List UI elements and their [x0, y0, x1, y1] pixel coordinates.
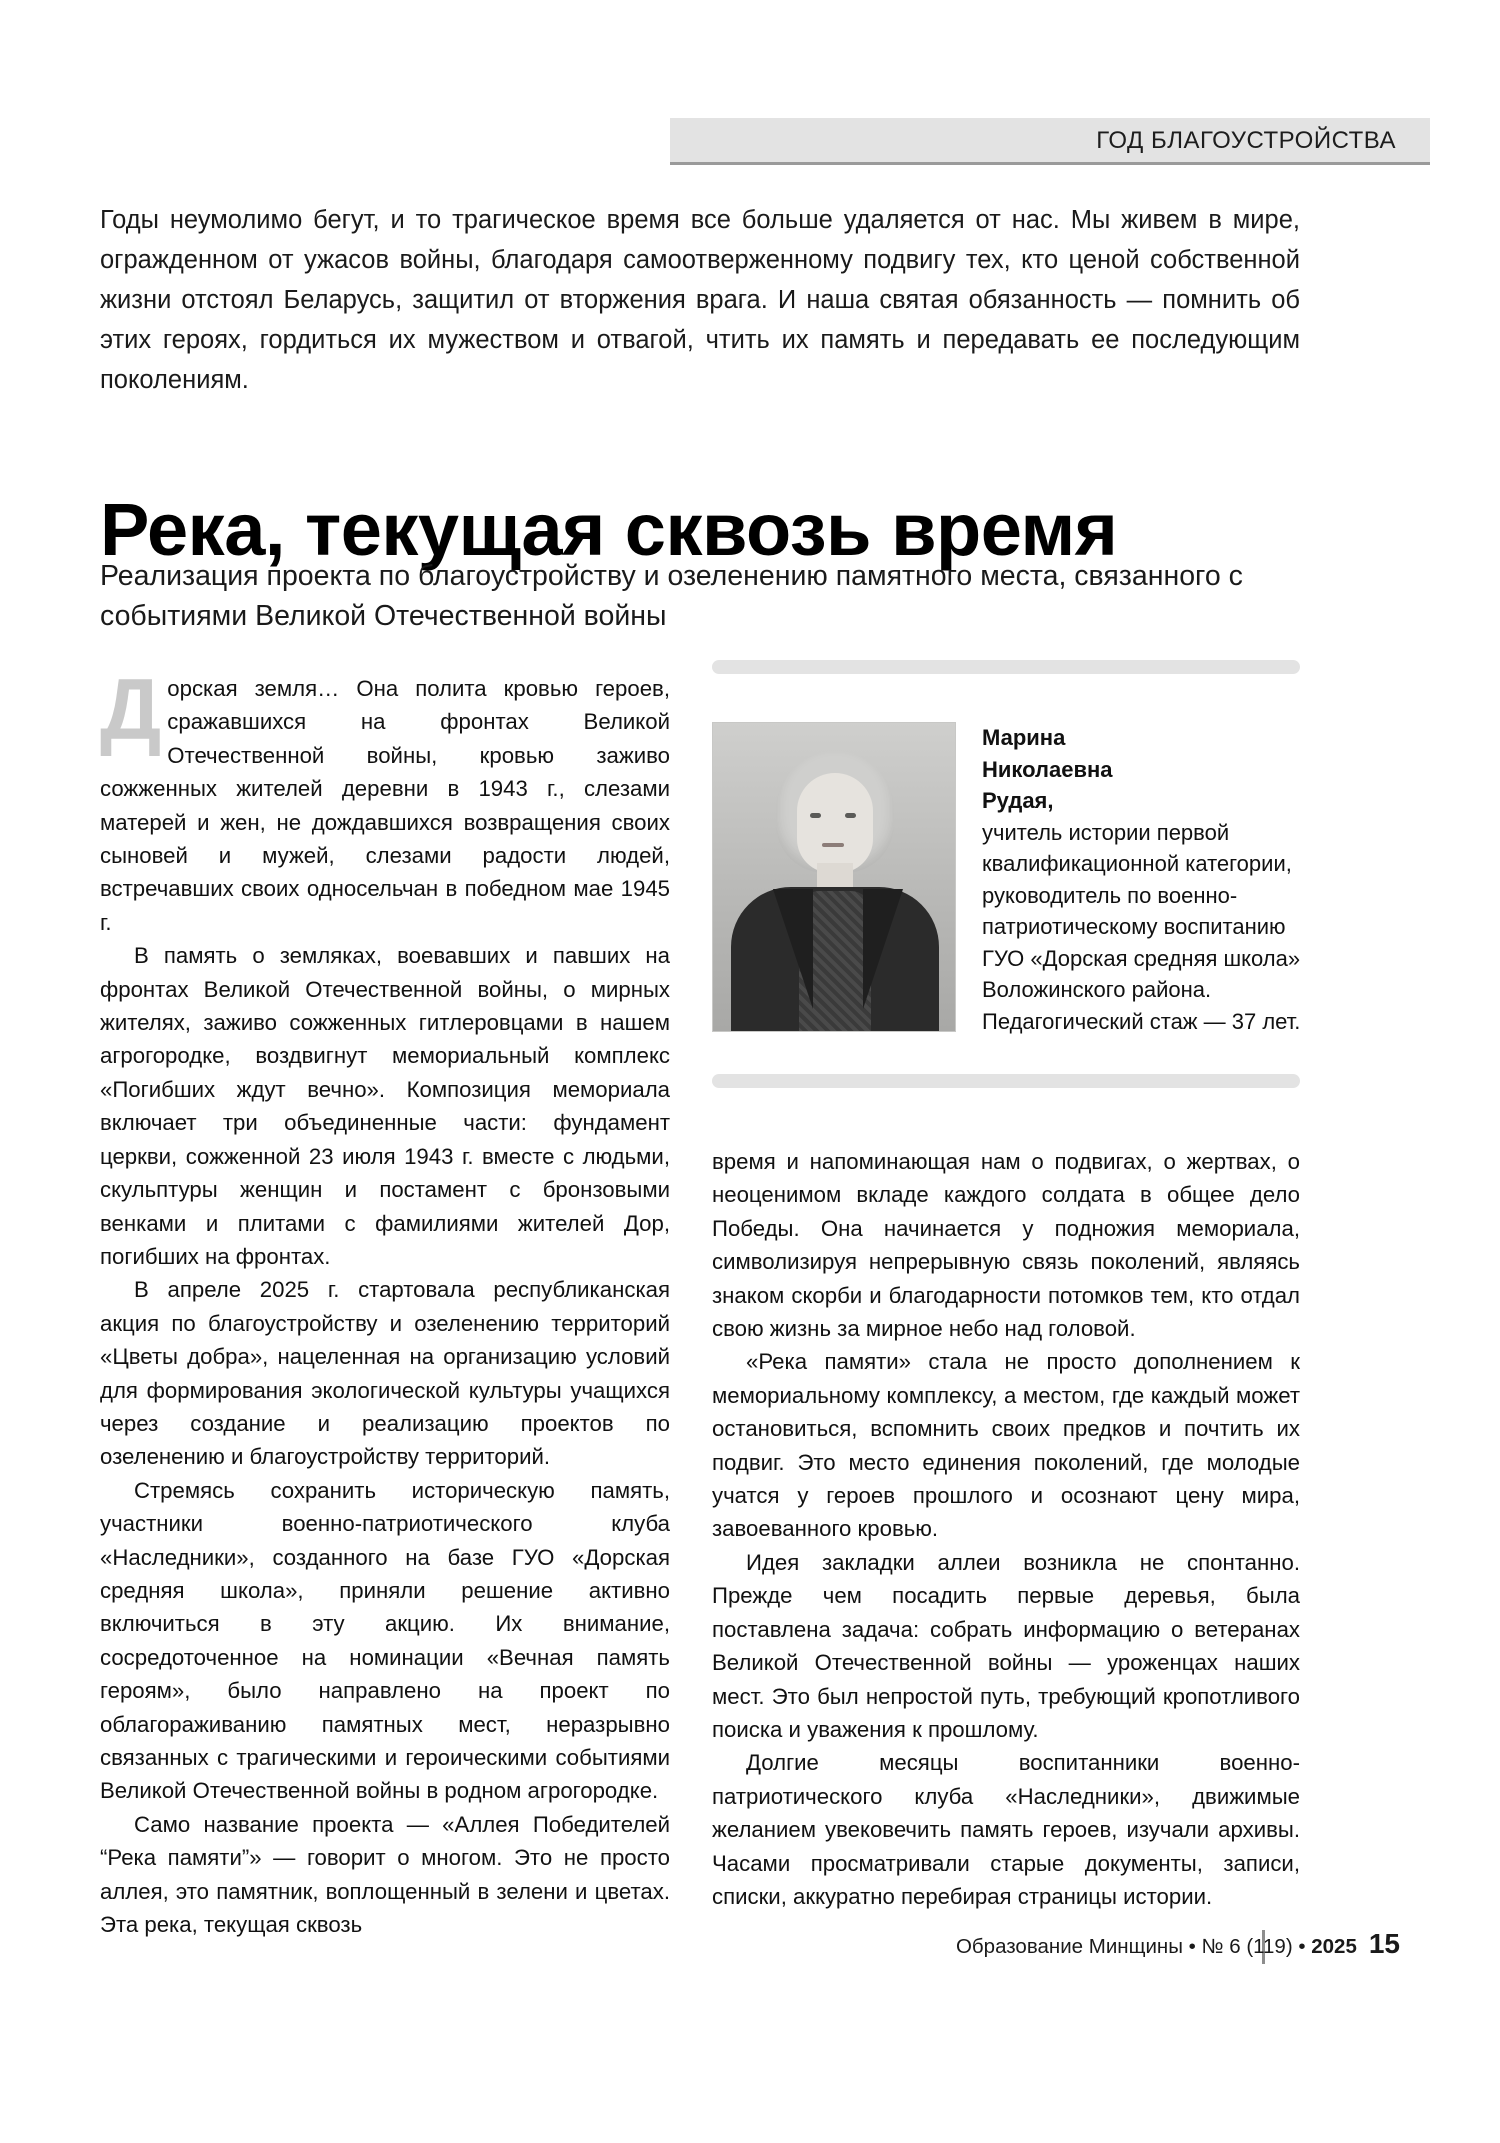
paragraph-right-3: Идея закладки аллеи возникла не спонтанно. Прежде чем посадить первые деревья, была поставлена задача: собрать информацию о ветеранах Великой Отечественной войны — уроженцах наших мест. Это был непростой путь, требующий кропотливого поиска и уважения к прошлому.: [712, 1549, 1300, 1742]
paragraph-left-5: Само название проекта — «Аллея Победителей “Река памяти”» — говорит о многом. Это не просто аллея, это памятник, воплощенный в зелени и цветах. Эта река, текущая сквозь: [100, 1811, 670, 1938]
author-name-line-1: Марина: [982, 725, 1066, 750]
author-box-top-rule: [712, 660, 1300, 674]
footer-year: 2025: [1311, 1935, 1357, 1958]
paragraph-left-1: [100, 662, 670, 939]
section-header-label: ГОД БЛАГОУСТРОЙСТВА: [1096, 127, 1396, 154]
author-name-line-3: Рудая,: [982, 788, 1054, 813]
author-box-bottom-rule: [712, 1074, 1300, 1088]
paragraph-left-3: В апреле 2025 г. стартовала республиканская акция по благоустройству и озеленению территорий «Цветы добра», нацеленная на организацию условий для формирования экологической культуры учащихся через создание и реализацию проектов по озеленению и благоустройству территорий.: [100, 1277, 670, 1470]
section-header-band: [670, 118, 1430, 162]
author-name-line-2: Николаевна: [982, 756, 1113, 782]
page-subtitle: Реализация проекта по благоустройству и озеленению памятного места, связанного с событиями Великой Отечественной войны: [100, 560, 1243, 632]
author-photo: [712, 722, 956, 1032]
paragraph-left-2: В память о земляках, воевавших и павших на фронтах Великой Отечественной войны, о мирных жителях, заживо сожженных гитлеровцами в нашем агрогородке, воздвигнут мемориальный комплекс «Погибших ждут вечно». Композиция мемориала включает три объединенные части: фундамент церкви, сожженной 23 июля 1943 г. вместе с людьми, скульптуры женщин и постамент с бронзовыми венками и плитами с фамилиями жителей Дор, погибших на фронтах.: [100, 943, 670, 1269]
body-column-left: [100, 662, 670, 1941]
drop-cap: Д: [100, 662, 162, 758]
lead-paragraph: Годы неумолимо бегут, и то трагическое время все больше удаляется от нас. Мы живем в мире, огражденном от ужасов войны, благодаря самоотверженному подвигу тех, кто ценой собственной жизни отстоял Беларусь, защитил от вторжения врага. И наша святая обязанность — помнить об этих героях, гордиться их мужеством и отвагой, чтить их память и передавать ее последующим поколениям.: [100, 206, 1300, 394]
footer-journal-info: Образование Минщины • № 6 (119) •: [955, 1935, 1312, 1958]
author-info: [982, 722, 1302, 1037]
header-divider-rule: [670, 162, 1430, 165]
author-description: учитель истории первой квалификационной категории, руководитель по военно-патриотическому воспитанию ГУО «Дорская средняя школа» Воложинского района. Педагогический стаж — 37 лет.: [982, 819, 1301, 1034]
paragraph-left-1-text: орская земля… Она полита кровью героев, сражавшихся на фронтах Великой Отечественной войны, кровью заживо сожженных жителей деревни в 1943 г., слезами матерей и жен, не дождавшихся возвращения своих сыновей и мужей, слезами радости людей, встречавших своих односельчан в победном мае 1945 г.: [100, 676, 670, 935]
paragraph-right-1: время и напоминающая нам о подвигах, о жертвах, о неоценимом вкладе каждого солдата в общее дело Победы. Она начинается у подножия мемориала, символизируя непрерывную связь поколений, являясь знаком скорби и благодарности потомков тем, кто отдал свою жизнь за мирное небо над головой.: [712, 1149, 1300, 1342]
body-column-right: [712, 1145, 1300, 1913]
paragraph-left-4: Стремясь сохранить историческую память, участники военно-патриотического клуба «Наследники», созданного на базе ГУО «Дорская средняя школа», приняли решение активно включиться в эту акцию. Их внимание, сосредоточенное на номинации «Вечная память героям», было направлено на проект по облагораживанию памятных мест, неразрывно связанных с трагическими и героическими событиями Великой Отечественной войны в родном агрогородке.: [100, 1477, 670, 1804]
page-title: Река, текущая сквозь время: [100, 487, 1118, 571]
paragraph-right-2: «Река памяти» стала не просто дополнением к мемориальному комплексу, а местом, где каждый может остановиться, вспомнить своих предков и почтить их подвиг. Это место единения поколений, где молодые учатся у героев прошлого и осознают цену мира, завоеванного кровью.: [712, 1349, 1300, 1542]
paragraph-right-4: Долгие месяцы воспитанники военно-патриотического клуба «Наследники», движимые желанием увековечить память героев, изучали архивы. Часами просматривали старые документы, записи, списки, аккуратно перебирая страницы истории.: [712, 1750, 1300, 1909]
page-number: 15: [1368, 1928, 1400, 1959]
page-footer: [956, 1928, 1400, 1960]
